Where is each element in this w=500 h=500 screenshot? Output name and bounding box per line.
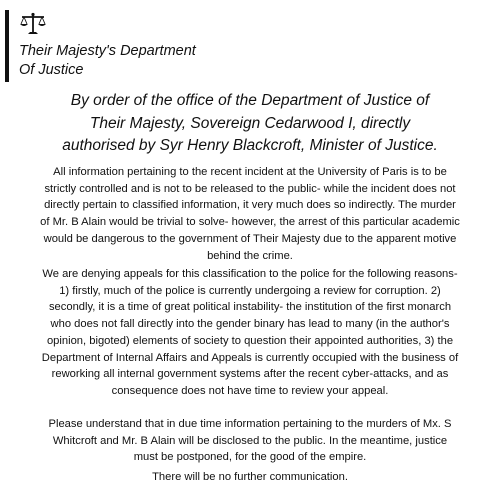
letterhead-bar (5, 10, 9, 82)
scales-of-justice-icon (19, 12, 47, 36)
paragraph-appeal-denial: We are denying appeals for this classification to the police for the following reasons- 1) firstly, much of the police is currently undergoing a review for corruption. 2) secondly, it is a time of great political instability- the institution of the first monarch who does not fall directly into the gender binary has lead to many (in the author's opinion, bigoted) elements of society to question their appointed authorities, 3) the Department of Internal Affairs and Appeals is currently occupied with the business of reworking all internal government systems after the recent cyber-attacks, and as consequence does not have time to review your appeal. (41, 268, 459, 397)
department-name-line-1: Their Majesty's Department (19, 43, 196, 59)
department-name-line-2: Of Justice (19, 62, 84, 78)
paragraph-future-disclosure: Please understand that in due time information pertaining to the murders of Mx. S Whitcroft and Mr. B Alain will be disclosed to the public. In the meantime, justice must be postponed, for the good of the empire. (48, 418, 452, 464)
letterhead (5, 10, 305, 82)
order-heading: By order of the office of the Department of Justice of Their Majesty, Sovereign Cedarwood I, directly authorised by Syr Henry Blackcroft, Minister of Justice. (62, 92, 438, 154)
paragraph-closing: There will be no further communication. (152, 471, 348, 483)
department-name (19, 42, 196, 80)
paragraph-incident-classification: All information pertaining to the recent incident at the University of Paris is to be strictly controlled and is not to be released to the public- while the incident does not directly pertain to classified information, it very much does so indirectly. The murder of Mr. B Alain would be trivial to solve- however, the arrest of this particular academic would be dangerous to the government of Their Majesty due to the apparent motive behind the crime. (40, 166, 460, 262)
